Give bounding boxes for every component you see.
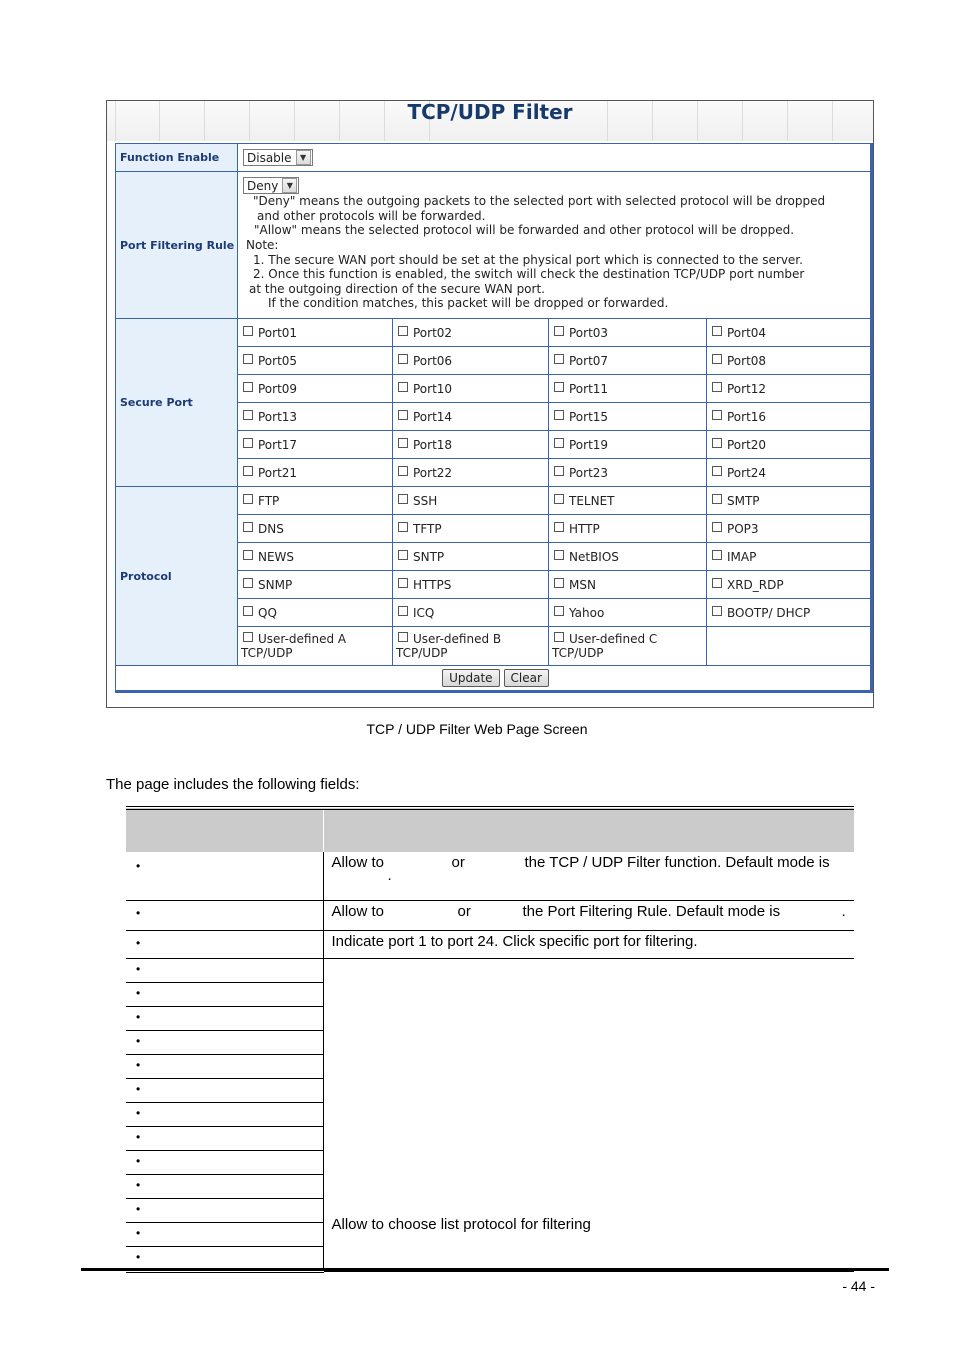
protocol-checkbox-netbios[interactable] <box>549 543 707 571</box>
protocol-checkbox-imap[interactable] <box>707 543 872 571</box>
port-filtering-rule-label: Port Filtering Rule <box>116 172 238 319</box>
desc-fragment: the TCP / UDP Filter function. Default mode is <box>524 854 830 871</box>
page-number: - 44 - <box>842 1278 875 1294</box>
protocol-name: BOOTP/ DHCP <box>727 605 811 620</box>
port-checkbox-port02[interactable] <box>393 319 549 347</box>
page-title: TCP/UDP Filter <box>407 100 573 124</box>
user-defined-sub: TCP/UDP <box>241 646 293 660</box>
protocol-checkbox-icq[interactable] <box>393 599 549 627</box>
desc-fragment: Allow to <box>331 902 385 920</box>
bullet: • <box>136 1057 141 1072</box>
port-label: Port15 <box>569 409 609 424</box>
checkbox[interactable] <box>712 438 722 448</box>
function-enable-select[interactable] <box>243 149 313 166</box>
protocol-name: XRD_RDP <box>727 577 784 592</box>
checkbox[interactable] <box>243 550 253 560</box>
checkbox[interactable] <box>243 632 253 642</box>
port-checkbox-port10[interactable] <box>393 375 549 403</box>
title-bar <box>107 101 873 141</box>
checkbox[interactable] <box>243 354 253 364</box>
port-label: Port12 <box>727 381 767 396</box>
checkbox[interactable] <box>712 382 722 392</box>
table-row-bullet <box>126 1078 323 1102</box>
rule-help-line: 1. The secure WAN port should be set at the physical port which is connected to the server. <box>253 252 803 267</box>
checkbox[interactable] <box>712 494 722 504</box>
port-checkbox-port12[interactable] <box>707 375 872 403</box>
port-label: Port16 <box>727 409 767 424</box>
bullet: • <box>136 1033 141 1048</box>
protocol-name: NetBIOS <box>569 549 619 564</box>
protocol-checkbox-qq[interactable] <box>238 599 393 627</box>
checkbox[interactable] <box>398 522 408 532</box>
bullet: • <box>136 1153 141 1168</box>
protocol-checkbox-sntp[interactable] <box>393 543 549 571</box>
protocol-checkbox-xrd-rdp[interactable] <box>707 571 872 599</box>
port-filtering-rule-help <box>243 194 870 311</box>
protocol-description: Allow to choose list protocol for filtering <box>323 958 854 1271</box>
secure-port-label: Secure Port <box>116 319 238 487</box>
protocol-name: HTTP <box>569 521 600 536</box>
checkbox[interactable] <box>712 550 722 560</box>
table-row-bullet <box>126 1054 323 1078</box>
chevron-down-icon: ▼ <box>282 178 297 193</box>
table-row-bullet <box>126 1222 323 1246</box>
update-button[interactable]: Update <box>442 669 499 687</box>
port-label: Port04 <box>727 325 767 340</box>
port-checkbox-port06[interactable] <box>393 347 549 375</box>
desc-fragment: or <box>451 854 465 871</box>
table-row-bullet <box>126 1030 323 1054</box>
port-label: Port14 <box>413 409 453 424</box>
bullet: • <box>136 985 141 1000</box>
bullet: • <box>136 1225 141 1240</box>
user-defined-sub: TCP/UDP <box>396 646 448 660</box>
port-filtering-rule-description <box>323 900 854 930</box>
checkbox[interactable] <box>398 578 408 588</box>
bullet: • <box>136 1009 141 1024</box>
protocol-name: IMAP <box>727 549 757 564</box>
bullet: • <box>136 905 141 920</box>
table-row-bullet <box>126 1150 323 1174</box>
bullet: • <box>136 859 141 873</box>
port-checkbox-port19[interactable] <box>549 431 707 459</box>
checkbox[interactable] <box>398 382 408 392</box>
checkbox[interactable] <box>712 410 722 420</box>
port-label: Port24 <box>727 465 767 480</box>
checkbox[interactable] <box>243 382 253 392</box>
protocol-checkbox-tftp[interactable] <box>393 515 549 543</box>
checkbox[interactable] <box>554 326 564 336</box>
protocol-checkbox-snmp[interactable] <box>238 571 393 599</box>
port-checkbox-port04[interactable] <box>707 319 872 347</box>
button-row <box>116 666 872 692</box>
protocol-user-defined-c[interactable] <box>549 627 707 666</box>
protocol-name: User-defined A <box>258 632 347 646</box>
port-checkbox-port21[interactable] <box>238 459 393 487</box>
port-label: Port23 <box>569 465 609 480</box>
checkbox[interactable] <box>554 410 564 420</box>
checkbox[interactable] <box>554 550 564 560</box>
bullet: • <box>136 1081 141 1096</box>
protocol-name: TELNET <box>569 493 615 508</box>
checkbox[interactable] <box>554 466 564 476</box>
table-header-description <box>323 808 854 852</box>
checkbox[interactable] <box>712 606 722 616</box>
clear-button[interactable]: Clear <box>504 669 549 687</box>
port-label: Port08 <box>727 353 767 368</box>
bullet: • <box>136 935 141 950</box>
protocol-name: User-defined C <box>569 632 658 646</box>
bullet: • <box>136 961 141 976</box>
port-label: Port17 <box>258 437 298 452</box>
desc-fragment: the Port Filtering Rule. Default mode is <box>522 902 781 920</box>
protocol-checkbox-http[interactable] <box>549 515 707 543</box>
rule-help-line: and other protocols will be forwarded. <box>257 208 486 223</box>
protocol-name: SMTP <box>727 493 760 508</box>
protocol-checkbox-dns[interactable] <box>238 515 393 543</box>
port-checkbox-port03[interactable] <box>549 319 707 347</box>
checkbox[interactable] <box>243 578 253 588</box>
intro-text: The page includes the following fields: <box>106 776 360 793</box>
protocol-checkbox-https[interactable] <box>393 571 549 599</box>
port-label: Port01 <box>258 325 298 340</box>
desc-fragment: Allow to <box>331 854 385 871</box>
checkbox[interactable] <box>243 494 253 504</box>
protocol-user-defined-b[interactable] <box>393 627 549 666</box>
port-label: Port05 <box>258 353 298 368</box>
protocol-name: SSH <box>413 493 438 508</box>
checkbox[interactable] <box>398 606 408 616</box>
protocol-name: SNTP <box>413 549 445 564</box>
checkbox[interactable] <box>712 326 722 336</box>
footer-rule <box>81 1268 889 1271</box>
protocol-name: FTP <box>258 493 280 508</box>
port-checkbox-port13[interactable] <box>238 403 393 431</box>
protocol-checkbox-ftp[interactable] <box>238 487 393 515</box>
table-row-bullet <box>126 982 323 1006</box>
function-enable-description <box>323 852 854 900</box>
port-checkbox-port11[interactable] <box>549 375 707 403</box>
protocol-name: QQ <box>258 605 277 620</box>
protocol-name: MSN <box>569 577 596 592</box>
port-checkbox-port20[interactable] <box>707 431 872 459</box>
bullet: • <box>136 1105 141 1120</box>
port-filtering-rule-select[interactable] <box>243 177 299 194</box>
port-checkbox-port05[interactable] <box>238 347 393 375</box>
bullet: • <box>136 1129 141 1144</box>
port-label: Port11 <box>569 381 609 396</box>
checkbox[interactable] <box>712 354 722 364</box>
bullet: • <box>136 1249 141 1264</box>
rule-help-line: 2. Once this function is enabled, the switch will check the destination TCP/UDP port number <box>253 267 805 282</box>
port-filtering-rule-value: Deny <box>247 178 279 193</box>
checkbox[interactable] <box>398 550 408 560</box>
port-checkbox-port16[interactable] <box>707 403 872 431</box>
port-checkbox-port22[interactable] <box>393 459 549 487</box>
protocol-name: User-defined B <box>413 632 502 646</box>
checkbox[interactable] <box>554 382 564 392</box>
protocol-checkbox-yahoo[interactable] <box>549 599 707 627</box>
protocol-name: POP3 <box>727 521 759 536</box>
port-label: Port13 <box>258 409 298 424</box>
rule-help-line: Note: <box>246 237 279 252</box>
port-label: Port10 <box>413 381 453 396</box>
port-checkbox-port17[interactable] <box>238 431 393 459</box>
checkbox[interactable] <box>554 354 564 364</box>
table-row-bullet <box>126 1174 323 1198</box>
protocol-user-defined-a[interactable] <box>238 627 393 666</box>
rule-help-line: "Deny" means the outgoing packets to the selected port with selected protocol will be dropped <box>253 194 826 209</box>
checkbox[interactable] <box>243 326 253 336</box>
table-row-bullet <box>126 1126 323 1150</box>
rule-help-line: at the outgoing direction of the secure WAN port. <box>249 281 545 296</box>
port-label: Port21 <box>258 465 298 480</box>
desc-fragment: . <box>387 867 392 884</box>
port-label: Port07 <box>569 353 609 368</box>
table-row-bullet <box>126 1102 323 1126</box>
checkbox[interactable] <box>712 578 722 588</box>
filter-settings-table <box>115 143 873 693</box>
protocol-name: DNS <box>258 521 284 536</box>
protocol-checkbox-msn[interactable] <box>549 571 707 599</box>
rule-help-line: If the condition matches, this packet will be dropped or forwarded. <box>268 296 669 311</box>
checkbox[interactable] <box>554 494 564 504</box>
table-row-bullet <box>126 900 323 930</box>
checkbox[interactable] <box>243 466 253 476</box>
port-checkbox-port15[interactable] <box>549 403 707 431</box>
desc-fragment: or <box>457 902 471 920</box>
port-checkbox-port08[interactable] <box>707 347 872 375</box>
fields-table <box>126 806 854 1273</box>
protocol-checkbox-smtp[interactable] <box>707 487 872 515</box>
protocol-name: SNMP <box>258 577 293 592</box>
checkbox[interactable] <box>243 522 253 532</box>
port-checkbox-port01[interactable] <box>238 319 393 347</box>
checkbox[interactable] <box>554 438 564 448</box>
bullet: • <box>136 1177 141 1192</box>
protocol-name: ICQ <box>413 605 435 620</box>
table-row-bullet <box>126 1006 323 1030</box>
checkbox[interactable] <box>712 466 722 476</box>
table-row-bullet <box>126 958 323 982</box>
checkbox[interactable] <box>554 578 564 588</box>
figure-caption: TCP / UDP Filter Web Page Screen <box>366 721 588 737</box>
checkbox[interactable] <box>712 522 722 532</box>
table-header-object <box>126 808 323 852</box>
port-checkbox-port14[interactable] <box>393 403 549 431</box>
port-checkbox-port09[interactable] <box>238 375 393 403</box>
port-filtering-rule-cell <box>238 172 872 319</box>
port-label: Port09 <box>258 381 298 396</box>
protocol-name: NEWS <box>258 549 295 564</box>
port-label: Port03 <box>569 325 609 340</box>
port-checkbox-port07[interactable] <box>549 347 707 375</box>
checkbox[interactable] <box>398 354 408 364</box>
checkbox[interactable] <box>398 466 408 476</box>
port-label: Port02 <box>413 325 453 340</box>
protocol-checkbox-telnet[interactable] <box>549 487 707 515</box>
checkbox[interactable] <box>554 522 564 532</box>
function-enable-cell <box>238 144 872 172</box>
checkbox[interactable] <box>243 438 253 448</box>
port-label: Port06 <box>413 353 453 368</box>
table-row-bullet <box>126 930 323 958</box>
port-checkbox-port23[interactable] <box>549 459 707 487</box>
port-checkbox-port18[interactable] <box>393 431 549 459</box>
function-enable-value: Disable <box>247 150 292 165</box>
protocol-checkbox-bootp-dhcp[interactable] <box>707 599 872 627</box>
user-defined-sub: TCP/UDP <box>552 646 604 660</box>
protocol-name: TFTP <box>413 521 442 536</box>
function-enable-label: Function Enable <box>116 144 238 172</box>
desc-fragment: . <box>841 902 846 920</box>
port-label: Port19 <box>569 437 609 452</box>
protocol-label: Protocol <box>116 487 238 666</box>
checkbox[interactable] <box>243 410 253 420</box>
checkbox[interactable] <box>243 606 253 616</box>
protocol-checkbox-ssh[interactable] <box>393 487 549 515</box>
checkbox[interactable] <box>554 606 564 616</box>
protocol-name: Yahoo <box>569 605 605 620</box>
bullet: • <box>136 1201 141 1216</box>
protocol-checkbox-news[interactable] <box>238 543 393 571</box>
port-label: Port22 <box>413 465 453 480</box>
protocol-checkbox-pop3[interactable] <box>707 515 872 543</box>
checkbox[interactable] <box>398 438 408 448</box>
checkbox[interactable] <box>554 632 564 642</box>
chevron-down-icon: ▼ <box>296 150 311 165</box>
protocol-name: HTTPS <box>413 577 452 592</box>
table-row-bullet <box>126 1198 323 1222</box>
checkbox[interactable] <box>398 494 408 504</box>
checkbox[interactable] <box>398 410 408 420</box>
empty-cell <box>707 627 872 666</box>
table-row-bullet <box>126 852 323 900</box>
secure-port-description: Indicate port 1 to port 24. Click specific port for filtering. <box>323 930 854 958</box>
port-label: Port20 <box>727 437 767 452</box>
checkbox[interactable] <box>398 632 408 642</box>
rule-help-line: "Allow" means the selected protocol will be forwarded and other protocol will be dropped. <box>254 223 795 238</box>
port-checkbox-port24[interactable] <box>707 459 872 487</box>
tcp-udp-filter-screenshot <box>106 100 874 708</box>
port-label: Port18 <box>413 437 453 452</box>
checkbox[interactable] <box>398 326 408 336</box>
